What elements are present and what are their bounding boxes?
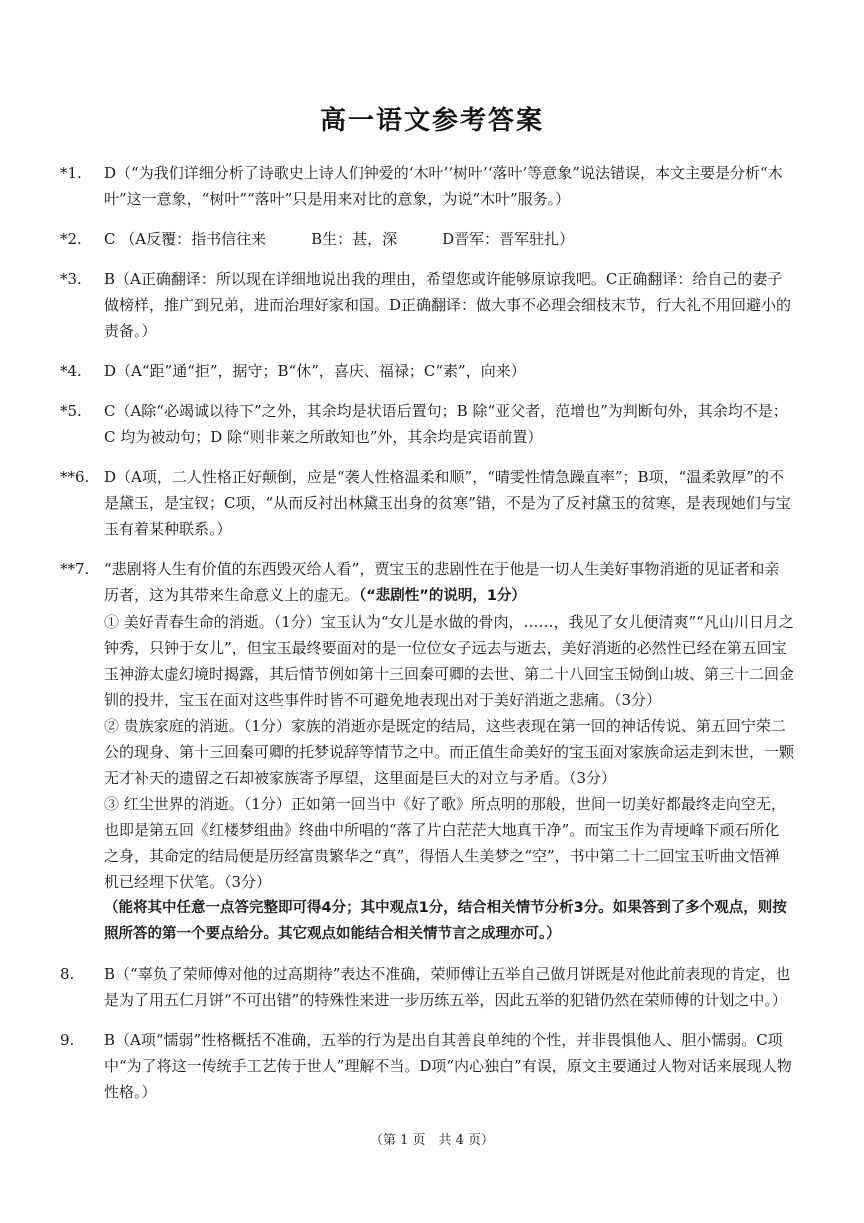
answer-item-7 (60, 556, 795, 947)
item-number: 9. (60, 1031, 75, 1049)
item-intro (104, 556, 794, 609)
answer-item-4 (60, 358, 794, 384)
point-lead: 美好青春生命的消逝。 (119, 613, 274, 631)
item-number: *2. (60, 230, 82, 248)
item-number: *3. (60, 270, 82, 288)
point-1 (104, 609, 794, 713)
item-text: B（“辜负了荣师傅对他的过高期待”表达不准确，荣师傅让五举自己做月饼既是对他此前表现的肯定，也是为了用五仁月饼“不可出错”的特殊性来进一步历练五举，因此五举的犯错仍然在荣师傅的计划之中。） (104, 965, 791, 1009)
item-text: D（A“距”通“拒”，据守；B“休”，喜庆、福禄；C“素”，向来） (104, 362, 526, 380)
intro-score: （“悲剧性”的说明，1分） (359, 588, 526, 604)
item-text: C（A除“必竭诚以待下”之外，其余均是状语后置句；B 除“亚父者，范增也”为判断句外，其余均不是；C 均为被动句；D 除“则非莱之所敢知也”外，其余均是宾语前置） (104, 402, 788, 446)
item-text: D（A项，二人性格正好颠倒，应是“袭人性格温柔和顺”，“晴雯性情急躁直率”；B项，“温柔敦厚”的不是黛玉，是宝钗；C项，“从而反衬出林黛玉出身的贫寒”错，不是为了反衬黛玉的贫寒，是表现她们与宝玉有着某种联系。） (104, 468, 791, 538)
point-end-score: （3分） (614, 691, 662, 709)
answer-item-2 (60, 226, 794, 252)
item-number: *4. (60, 362, 82, 380)
point-mark: ② (104, 717, 120, 735)
answer-item-6 (60, 464, 794, 542)
item-text: B（A项“懦弱”性格概括不准确，五举的行为是出自其善良单纯的个性，并非畏惧他人、胆小懦弱。C项中“为了将这一传统手工艺传于世人”理解不当。D项“内心独白”有误，原文主要通过人物对话来展现人物性格。） (104, 1031, 792, 1101)
item-text: B（A正确翻译：所以现在详细地说出我的理由，希望您或许能够原谅我吧。C正确翻译：给自己的妻子做榜样，推广到兄弟，进而治理好家和国。D正确翻译：做大事不必理会细枝末节，行大礼不用回避小的责备。） (104, 270, 792, 340)
scoring-note: （能将其中任意一点答完整即可得4分；其中观点1分，结合相关情节分析3分。如果答到了多个观点，则按照所答的第一个要点给分。其它观点如能结合相关情节言之成理亦可。） (104, 900, 787, 942)
point-end-score: （3分） (224, 873, 272, 891)
answer-list (60, 160, 795, 1115)
point-score: （1分） (243, 717, 291, 735)
item-number: *1. (60, 164, 82, 182)
point-body: 家族的消逝亦是既定的结局，这些表现在第一回的神话传说、第五回宁荣二公的现身、第十三回秦可卿的托梦说辞等情节之中。而正值生命美好的宝玉面对家族命运走到末世，一颗无才补天的遗留之石却被家族寄予厚望，这里面是巨大的对立与矛盾。 (104, 717, 795, 787)
point-end-score: （3分） (569, 769, 617, 787)
point-score: （1分） (243, 795, 291, 813)
point-score: （1分） (273, 613, 321, 631)
page-title: 高一语文参考答案 (319, 106, 544, 136)
item-number: *5. (60, 402, 82, 420)
intro-text: “悲剧将人生有价值的东西毁灭给人看”，贾宝玉的悲剧性在于他是一切人生美好事物消逝的见证者和亲历者，这为其带来生命意义上的虚无。 (104, 560, 780, 604)
point-body: 正如第一回当中《好了歌》所点明的那般，世间一切美好都最终走向空无，也即是第五回《红楼梦组曲》终曲中所唱的“落了片白茫茫大地真干净”。而宝玉作为青埂峰下顽石所化之身，其命定的结局便是历经富贵繁华之“真”，得悟人生美梦之“空”，书中第二十二回宝玉听曲文悟禅机已经埋下伏笔。 (104, 795, 786, 891)
answer-item-1 (60, 160, 794, 212)
item-number: **7. (60, 560, 90, 578)
item-text: C （A反覆：指书信往来 B生：甚，深 D晋军：晋军驻扎） (104, 230, 575, 248)
item-text: D（“为我们详细分析了诗歌史上诗人们钟爱的‘木叶’‘树叶’‘落叶’等意象”说法错误，本文主要是分析“木叶”这一意象，“树叶”“落叶”只是用来对比的意象，为说“木叶”服务。） (104, 164, 783, 208)
point-body: 宝玉认为“女儿是水做的骨肉，……，我见了女儿便清爽”“凡山川日月之钟秀，只钟于女儿”，但宝玉最终要面对的是一位位女子远去与逝去，美好消逝的必然性已经在第五回宝玉神游太虚幻境时揭露，其后情节例如第十三回秦可卿的去世、第二十八回宝玉恸倒山坡、第三十二回金钏的投井，宝玉在面对这些事件时皆不可避免地表现出对于美好消逝之悲痛。 (104, 613, 795, 709)
answer-item-5 (60, 398, 794, 450)
point-lead: 贵族家庭的消逝。 (119, 717, 244, 735)
point-lead: 红尘世界的消逝。 (119, 795, 244, 813)
point-mark: ③ (104, 795, 120, 813)
point-2 (104, 713, 794, 791)
item-number: **6. (60, 468, 90, 486)
point-3 (104, 791, 794, 895)
page-footer: （第 1 页 共 4 页） (369, 1133, 495, 1148)
answer-item-9 (60, 1027, 794, 1105)
answer-item-3 (60, 266, 794, 344)
point-mark: ① (104, 613, 120, 631)
item-number: 8. (60, 965, 75, 983)
answer-item-8 (60, 961, 794, 1013)
